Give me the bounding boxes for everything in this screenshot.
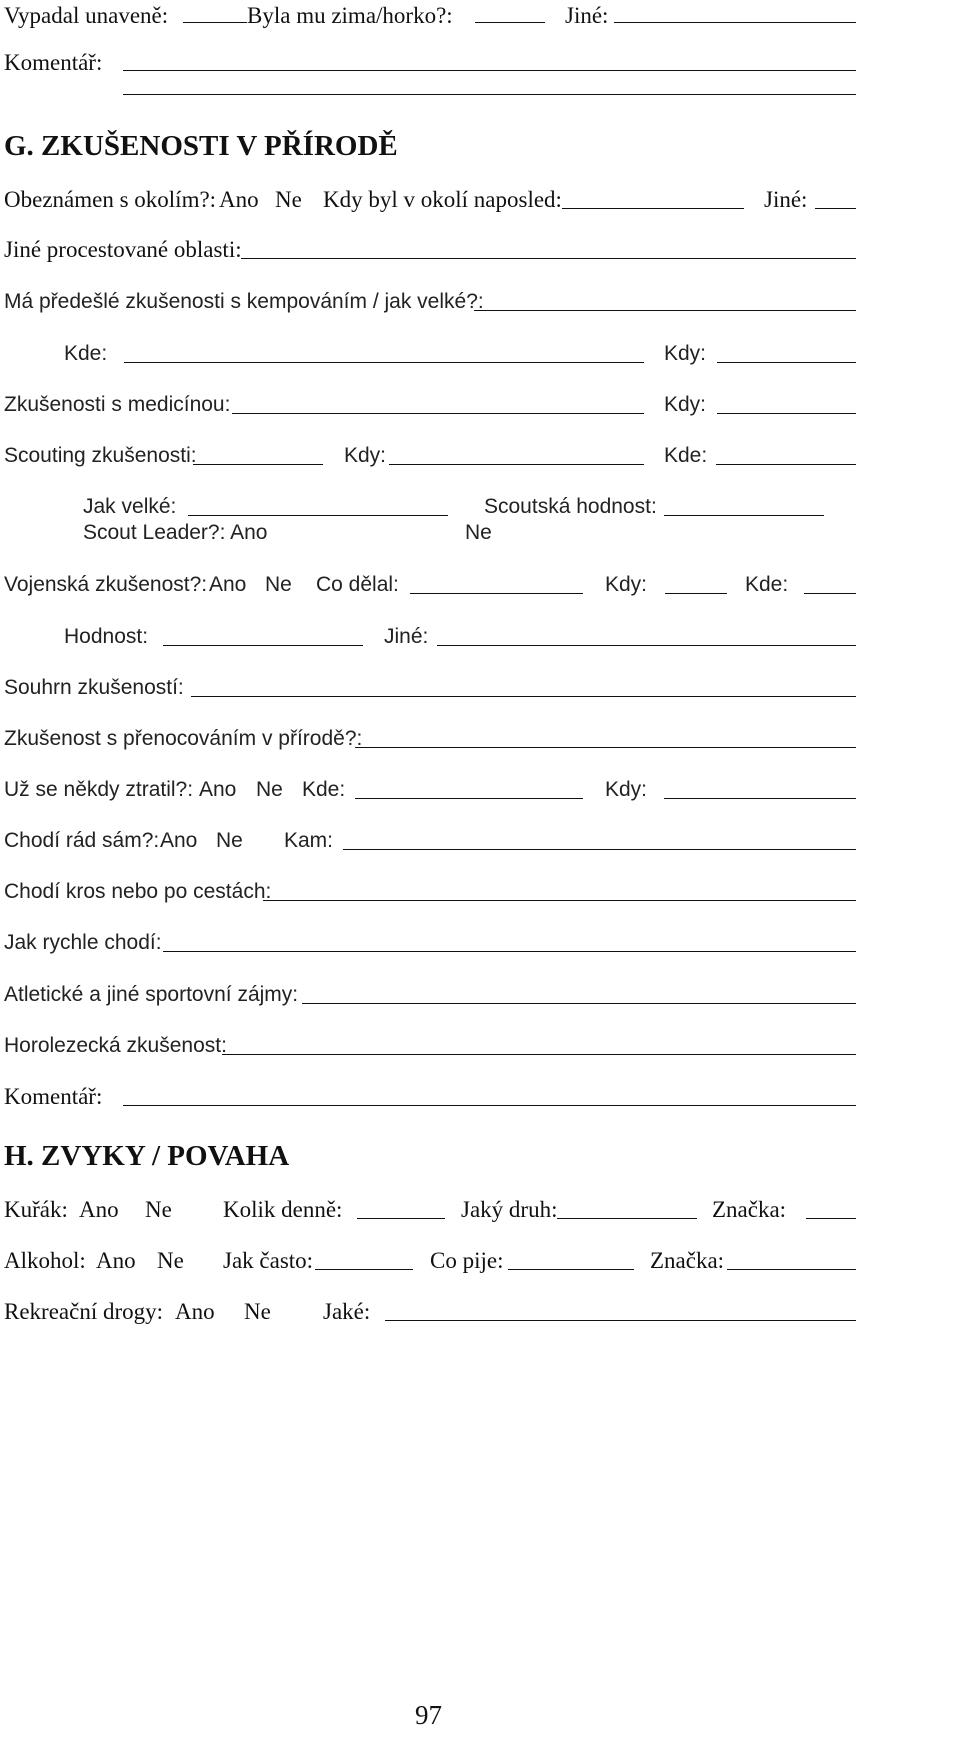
how-often-field[interactable] [315, 1269, 413, 1270]
scout-leader-label[interactable]: Scout Leader?: Ano [83, 521, 268, 544]
lost-yes[interactable]: Ano [199, 778, 237, 801]
comment-field-1[interactable] [123, 70, 856, 71]
alone-yes[interactable]: Ano [160, 829, 198, 852]
alcohol-yes[interactable]: Ano [96, 1248, 136, 1273]
lost-where-label: Kde: [302, 778, 346, 801]
familiar-other-field[interactable] [815, 208, 856, 209]
scout-rank-field[interactable] [664, 515, 824, 516]
other-areas-field[interactable] [241, 258, 856, 259]
walk-speed-label: Jak rychle chodí: [4, 931, 162, 954]
military-rank-label: Hodnost: [64, 625, 149, 648]
scout-leader-no[interactable]: Ne [465, 521, 492, 544]
per-day-label: Kolik denně: [223, 1197, 343, 1222]
military-where-field[interactable] [804, 593, 856, 594]
cold-hot-label: Byla mu zima/horko?: [247, 3, 453, 28]
scouting-where-field[interactable] [716, 464, 856, 465]
other-label: Jiné: [565, 3, 609, 28]
summary-label: Souhrn zkušeností: [4, 676, 184, 699]
alcohol-brand-field[interactable] [727, 1269, 856, 1270]
scouting-when-label: Kdy: [344, 444, 387, 467]
scout-rank-label: Scoutská hodnost: [484, 495, 657, 518]
military-rank-field[interactable] [163, 645, 363, 646]
alcohol-label: Alkohol: [4, 1248, 86, 1273]
drugs-no[interactable]: Ne [244, 1299, 271, 1324]
camping-field[interactable] [474, 310, 856, 311]
overnight-label: Zkušenost s přenocováním v přírodě?: [4, 727, 363, 750]
how-big-label: Jak velké: [83, 495, 177, 518]
climbing-label: Horolezecká zkušenost: [4, 1034, 227, 1057]
military-when-label: Kdy: [605, 573, 648, 596]
climbing-field[interactable] [222, 1054, 856, 1055]
tired-field[interactable] [183, 22, 247, 23]
military-did-label: Co dělal: [316, 573, 399, 596]
alone-label: Chodí rád sám?: [4, 829, 160, 852]
how-big-field[interactable] [188, 515, 448, 516]
kind-field[interactable] [557, 1218, 697, 1219]
smoker-no[interactable]: Ne [145, 1197, 172, 1222]
military-label: Vojenská zkušenost?: [4, 573, 208, 596]
camping-when-label: Kdy: [664, 342, 707, 365]
lost-label: Už se někdy ztratil?: [4, 778, 194, 801]
last-time-field[interactable] [562, 208, 744, 209]
scouting-where-label: Kde: [664, 444, 708, 467]
drugs-which-field[interactable] [385, 1320, 856, 1321]
drugs-yes[interactable]: Ano [175, 1299, 215, 1324]
drinks-what-field[interactable] [508, 1269, 634, 1270]
lost-where-field[interactable] [355, 798, 583, 799]
camping-label: Má předešlé zkušenosti s kempováním / jak velké?: [4, 290, 484, 313]
military-no[interactable]: Ne [265, 573, 292, 596]
alone-where-field[interactable] [343, 849, 856, 850]
familiar-other-label: Jiné: [764, 187, 808, 212]
military-where-label: Kde: [745, 573, 789, 596]
alone-no[interactable]: Ne [216, 829, 243, 852]
tired-label: Vypadal unaveně: [4, 3, 169, 28]
how-often-label: Jak často: [223, 1248, 314, 1273]
drinks-what-label: Co pije: [430, 1248, 504, 1273]
comment-label: Komentář: [4, 50, 103, 75]
sports-label: Atletické a jiné sportovní zájmy: [4, 983, 299, 1006]
drugs-label: Rekreační drogy: [4, 1299, 164, 1324]
smoke-brand-field[interactable] [806, 1218, 856, 1219]
familiar-yes[interactable]: Ano [219, 187, 259, 212]
lost-when-label: Kdy: [605, 778, 648, 801]
summary-field[interactable] [191, 696, 856, 697]
medicine-when-label: Kdy: [664, 393, 707, 416]
comment-g-label: Komentář: [4, 1084, 103, 1109]
last-time-label: Kdy byl v okolí naposled: [323, 187, 562, 212]
military-other-label: Jiné: [384, 625, 429, 648]
military-did-field[interactable] [410, 593, 583, 594]
alone-where-label: Kam: [284, 829, 334, 852]
medicine-field[interactable] [232, 413, 644, 414]
section-g-title: G. ZKUŠENOSTI V PŘÍRODĚ [4, 130, 398, 162]
alcohol-brand-label: Značka: [650, 1248, 725, 1273]
cross-country-label: Chodí kros nebo po cestách: [4, 880, 272, 903]
sports-field[interactable] [302, 1003, 856, 1004]
lost-no[interactable]: Ne [256, 778, 283, 801]
camping-when-field[interactable] [717, 362, 856, 363]
cross-country-field[interactable] [263, 900, 856, 901]
familiar-label: Obeznámen s okolím?: [4, 187, 217, 212]
camping-where-field[interactable] [124, 362, 644, 363]
medicine-when-field[interactable] [717, 413, 856, 414]
alcohol-no[interactable]: Ne [157, 1248, 184, 1273]
comment-field-2[interactable] [123, 94, 856, 95]
military-yes[interactable]: Ano [209, 573, 247, 596]
lost-when-field[interactable] [664, 798, 856, 799]
smoke-brand-label: Značka: [712, 1197, 787, 1222]
walk-speed-field[interactable] [163, 951, 856, 952]
overnight-field[interactable] [355, 747, 856, 748]
military-when-field[interactable] [665, 593, 727, 594]
drugs-which-label: Jaké: [323, 1299, 371, 1324]
smoker-yes[interactable]: Ano [79, 1197, 119, 1222]
other-field[interactable] [614, 22, 856, 23]
per-day-field[interactable] [357, 1218, 445, 1219]
kind-label: Jaký druh: [461, 1197, 558, 1222]
cold-hot-field[interactable] [475, 22, 545, 23]
other-areas-label: Jiné procestované oblasti: [4, 237, 242, 262]
camping-where-label: Kde: [64, 342, 108, 365]
scouting-field[interactable] [193, 464, 323, 465]
section-h-title: H. ZVYKY / POVAHA [4, 1140, 290, 1172]
familiar-no[interactable]: Ne [275, 187, 302, 212]
smoker-label: Kuřák: [4, 1197, 68, 1222]
scouting-when-field[interactable] [389, 464, 644, 465]
military-other-field[interactable] [437, 645, 856, 646]
scouting-label: Scouting zkušenosti: [4, 444, 197, 467]
comment-g-field[interactable] [123, 1105, 856, 1106]
medicine-label: Zkušenosti s medicínou: [4, 393, 231, 416]
page-number: 97 [415, 1700, 442, 1730]
